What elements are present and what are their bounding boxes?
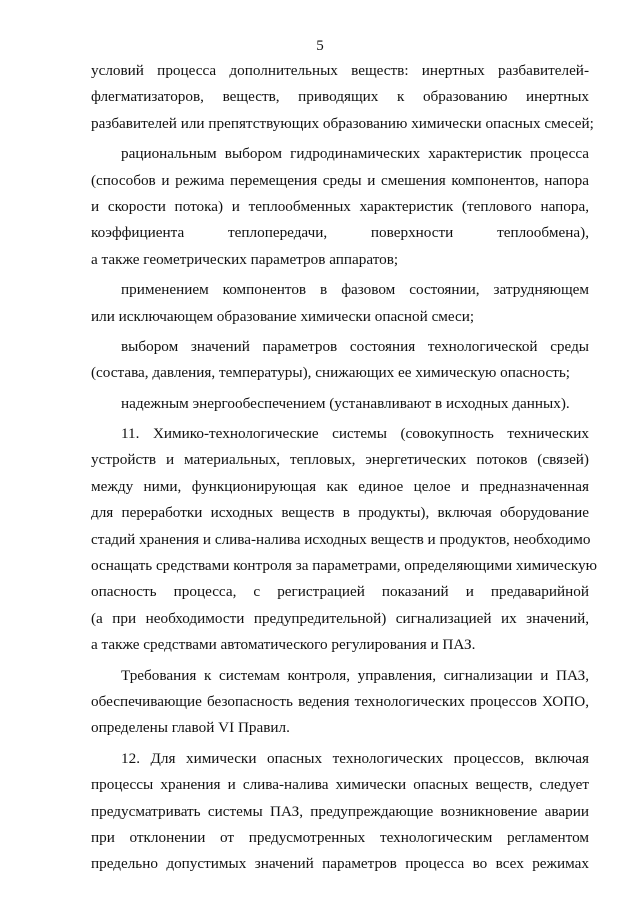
text-line: Требования к системам контроля, управления, сигнализации и ПАЗ,	[121, 666, 589, 684]
text-line: разбавителей или препятствующих образованию химически опасных смесей;	[91, 114, 594, 132]
text-line: предельно допустимых значений параметров процесса во всех режимах	[91, 855, 589, 873]
text-line: а также средствами автоматического регулирования и ПАЗ.	[91, 636, 476, 654]
text-line: рациональным выбором гидродинамических характеристик процесса	[121, 145, 589, 163]
text-line: предусматривать системы ПАЗ, предупреждающие возникновение аварии	[91, 802, 589, 820]
text-line: (а при необходимости предупредительной) сигнализацией их значений,	[91, 609, 589, 627]
text-line: оснащать средствами контроля за параметрами, определяющими химическую	[91, 557, 597, 575]
text-line: (способов и режима перемещения среды и смешения компонентов, напора	[91, 171, 589, 189]
text-line: опасность процесса, с регистрацией показаний и предаварийной	[91, 583, 589, 601]
text-line: при отклонении от предусмотренных технологическим регламентом	[91, 828, 589, 846]
document-body	[91, 58, 597, 878]
text-line: стадий хранения и слива-налива исходных веществ и продуктов, необходимо	[91, 530, 591, 548]
page-number: 5	[316, 38, 324, 54]
text-line: обеспечивающие безопасность ведения технологических процессов ХОПО,	[91, 692, 589, 710]
text-line: определены главой VI Правил.	[91, 719, 290, 737]
text-line: и скорости потока) и теплообменных характеристик (теплового напора,	[91, 197, 589, 215]
text-line: коэффициента теплопередачи, поверхности теплообмена),	[91, 224, 589, 242]
text-line: флегматизаторов, веществ, приводящих к образованию инертных	[91, 88, 589, 106]
text-line: 11. Химико-технологические системы (совокупность технических	[121, 425, 589, 443]
text-line: условий процесса дополнительных веществ: инертных разбавителей-	[91, 62, 589, 79]
text-line: а также геометрических параметров аппаратов;	[91, 250, 399, 268]
text-line: надежным энергообеспечением (устанавливают в исходных данных).	[121, 394, 570, 412]
text-line: (состава, давления, температуры), снижающих ее химическую опасность;	[91, 364, 571, 382]
text-line: между ними, функционирующая как единое целое и предназначенная	[91, 477, 589, 495]
text-line: выбором значений параметров состояния технологической среды	[121, 337, 589, 355]
text-line: процессы хранения и слива-налива химически опасных веществ, следует	[91, 776, 589, 794]
text-line: для переработки исходных веществ в продукты), включая оборудование	[91, 504, 589, 522]
text-line: или исключающем образование химически опасной смеси;	[91, 307, 475, 325]
text-line: устройств и материальных, тепловых, энергетических потоков (связей)	[91, 451, 589, 469]
text-line: 12. Для химически опасных технологических процессов, включая	[121, 749, 589, 767]
text-line: применением компонентов в фазовом состоянии, затрудняющем	[121, 281, 589, 299]
